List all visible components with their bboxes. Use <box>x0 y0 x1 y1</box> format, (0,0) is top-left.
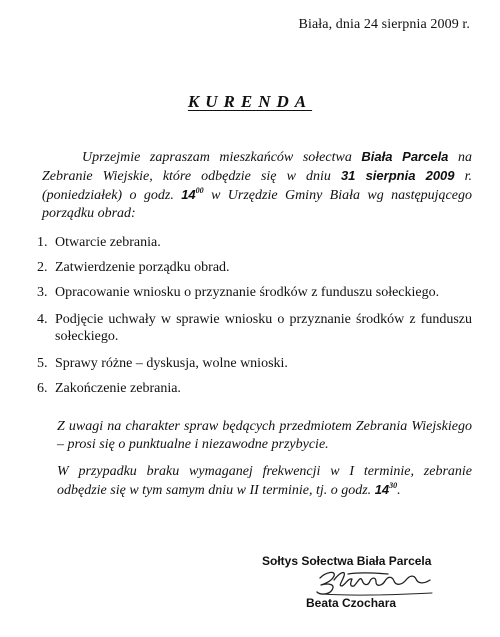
intro-text-1: Uprzejmie zapraszam mieszkańców sołectwa <box>82 150 362 165</box>
agenda-item <box>37 380 472 397</box>
intro-text-3: r. (poniedziałek) o godz. <box>42 169 472 203</box>
closing-end: . <box>397 483 401 498</box>
meeting-hour: 14 <box>181 187 196 202</box>
intro-paragraph <box>42 148 472 223</box>
agenda-number: 1. <box>37 235 48 250</box>
signature-title: Sołtys Sołectwa Biała Parcela <box>262 554 432 568</box>
agenda-item <box>37 311 472 345</box>
agenda-number: 6. <box>37 381 48 396</box>
agenda-number: 4. <box>37 312 48 327</box>
agenda-number: 5. <box>37 356 48 371</box>
agenda-item <box>37 355 472 372</box>
solectwo-name: Biała Parcela <box>361 149 449 164</box>
agenda-list <box>37 234 472 405</box>
closing-paragraph-2 <box>22 463 472 500</box>
second-term-minutes: 30 <box>389 481 398 490</box>
closing-paragraph-1: Z uwagi na charakter spraw będących przedmiotem Zebrania Wiejskiego – prosi się o punktualne i niezawodne przybycie. <box>57 419 472 452</box>
closing-text: W przypadku braku wymaganej frekwencji w I terminie, zebranie odbędzie się w tym samym dniu w II terminie, tj. o godz. <box>57 464 472 498</box>
agenda-item <box>37 284 472 301</box>
agenda-text: Otwarcie zebrania. <box>55 235 161 250</box>
date-line: Biała, dnia 24 sierpnia 2009 r. <box>298 17 470 32</box>
agenda-text: Opracowanie wniosku o przyznanie środków z funduszu sołeckiego. <box>55 285 440 300</box>
agenda-item <box>37 259 472 276</box>
intro-text-4: w Urzędzie Gminy Biała wg następującego porządku obrad: <box>42 188 472 221</box>
signer-name: Beata Czochara <box>306 596 397 610</box>
agenda-text: Podjęcie uchwały w sprawie wniosku o przyznanie środków z funduszu sołeckiego. <box>55 312 472 344</box>
intro-text-2: na Zebranie Wiejskie, które odbędzie się w dniu <box>42 150 472 184</box>
agenda-text: Sprawy różne – dyskusja, wolne wnioski. <box>55 356 288 371</box>
second-term-hour: 14 <box>374 482 390 497</box>
agenda-number: 2. <box>37 260 48 275</box>
closing-section <box>22 418 472 509</box>
agenda-text: Zatwierdzenie porządku obrad. <box>55 260 230 275</box>
meeting-date: 31 sierpnia 2009 <box>340 168 455 183</box>
meeting-minutes: 00 <box>195 186 204 195</box>
document-title <box>0 92 500 112</box>
agenda-number: 3. <box>37 285 48 300</box>
handwritten-signature <box>312 564 462 600</box>
title-text: KURENDA <box>187 92 313 111</box>
agenda-item <box>37 234 472 251</box>
agenda-text: Zakończenie zebrania. <box>55 381 181 396</box>
